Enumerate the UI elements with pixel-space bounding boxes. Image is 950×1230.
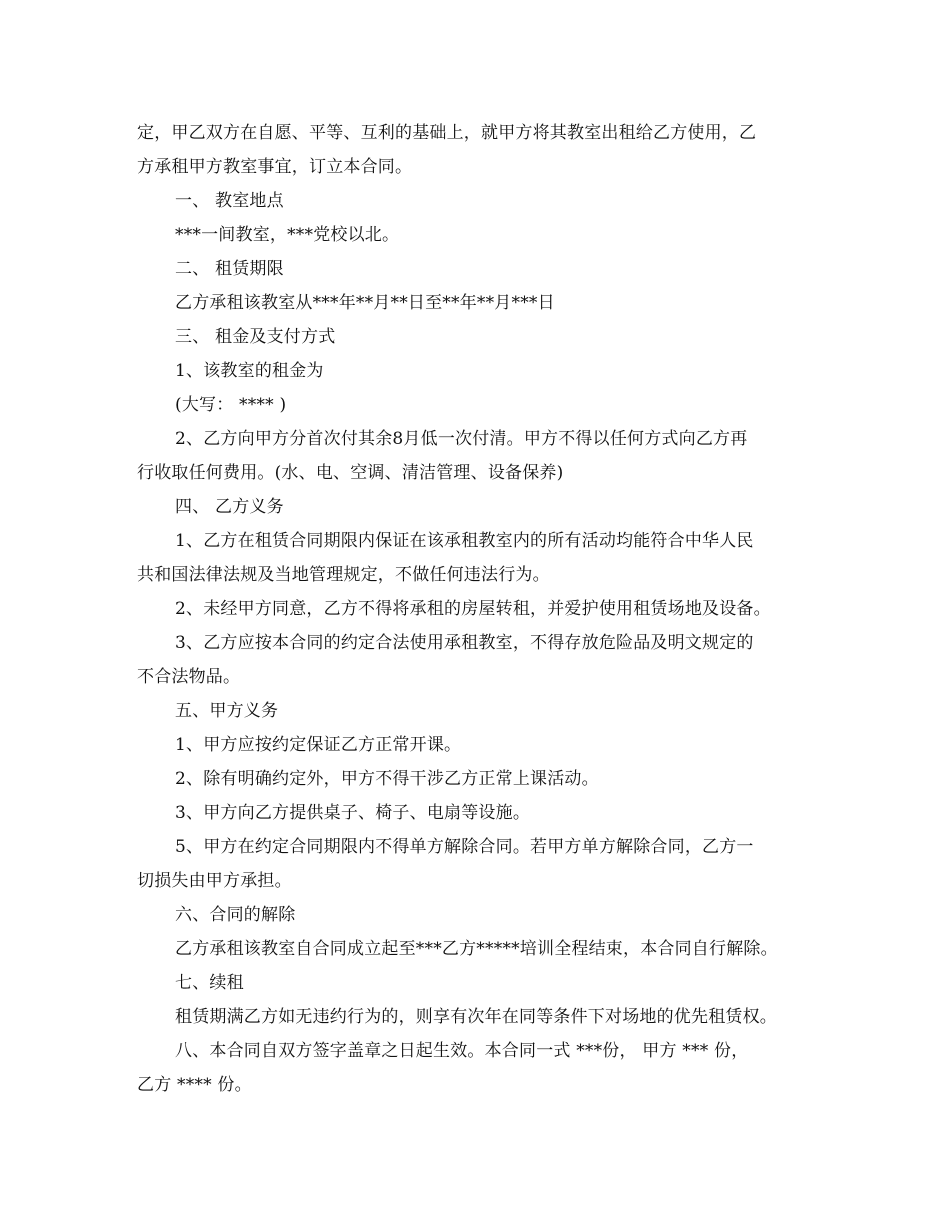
- section-heading-term: 二、 租赁期限: [175, 259, 284, 279]
- text-line: 乙方 **** 份。: [137, 1075, 252, 1095]
- text-line: ***一间教室，***党校以北。: [175, 225, 400, 245]
- text-line: 2、乙方向甲方分首次付其余8月低一次付清。甲方不得以任何方式向乙方再: [175, 429, 748, 449]
- text-line: 方承租甲方教室事宜，订立本合同。: [137, 157, 413, 177]
- section-heading-termination: 六、合同的解除: [175, 905, 296, 925]
- section-heading-tenant-duties: 四、 乙方义务: [175, 497, 284, 517]
- text-line: 3、甲方向乙方提供桌子、椅子、电扇等设施。: [175, 803, 531, 823]
- section-heading-renewal: 七、续租: [175, 973, 244, 993]
- text-line: 乙方承租该教室从***年**月**日至**年**月***日: [175, 293, 555, 313]
- section-heading-rent: 三、 租金及支付方式: [175, 327, 336, 347]
- text-line: 2、未经甲方同意，乙方不得将承租的房屋转租，并爱护使用租赁场地及设备。: [175, 599, 771, 619]
- text-line: 3、乙方应按本合同的约定合法使用承租教室，不得存放危险品及明文规定的: [175, 633, 754, 653]
- text-line: 切损失由甲方承担。: [137, 871, 292, 891]
- contract-body: [137, 116, 817, 1102]
- text-line: 行收取任何费用。(水、电、空调、清洁管理、设备保养): [137, 463, 564, 483]
- text-line: 共和国法律法规及当地管理规定，不做任何违法行为。: [137, 565, 550, 585]
- text-line: 不合法物品。: [137, 667, 241, 687]
- text-line: 1、该教室的租金为: [175, 361, 324, 381]
- text-line: 定，甲乙双方在自愿、平等、互利的基础上，就甲方将其教室出租给乙方使用，乙: [137, 123, 757, 143]
- text-line: 2、除有明确约定外，甲方不得干涉乙方正常上课活动。: [175, 769, 599, 789]
- text-line: (大写： **** ): [175, 395, 287, 415]
- text-line: 5、甲方在约定合同期限内不得单方解除合同。若甲方单方解除合同，乙方一: [175, 837, 754, 857]
- text-line: 1、乙方在租赁合同期限内保证在该承租教室内的所有活动均能符合中华人民: [175, 531, 754, 551]
- text-line: 租赁期满乙方如无违约行为的，则享有次年在同等条件下对场地的优先租赁权。: [175, 1007, 777, 1027]
- section-heading-location: 一、 教室地点: [175, 191, 284, 211]
- text-line: 1、甲方应按约定保证乙方正常开课。: [175, 735, 462, 755]
- section-heading-landlord-duties: 五、甲方义务: [175, 701, 279, 721]
- text-line: 乙方承租该教室自合同成立起至***乙方*****培训全程结束，本合同自行解除。: [175, 939, 778, 959]
- section-heading-effectiveness: 八、本合同自双方签字盖章之日起生效。本合同一式 ***份， 甲方 *** 份，: [175, 1041, 749, 1061]
